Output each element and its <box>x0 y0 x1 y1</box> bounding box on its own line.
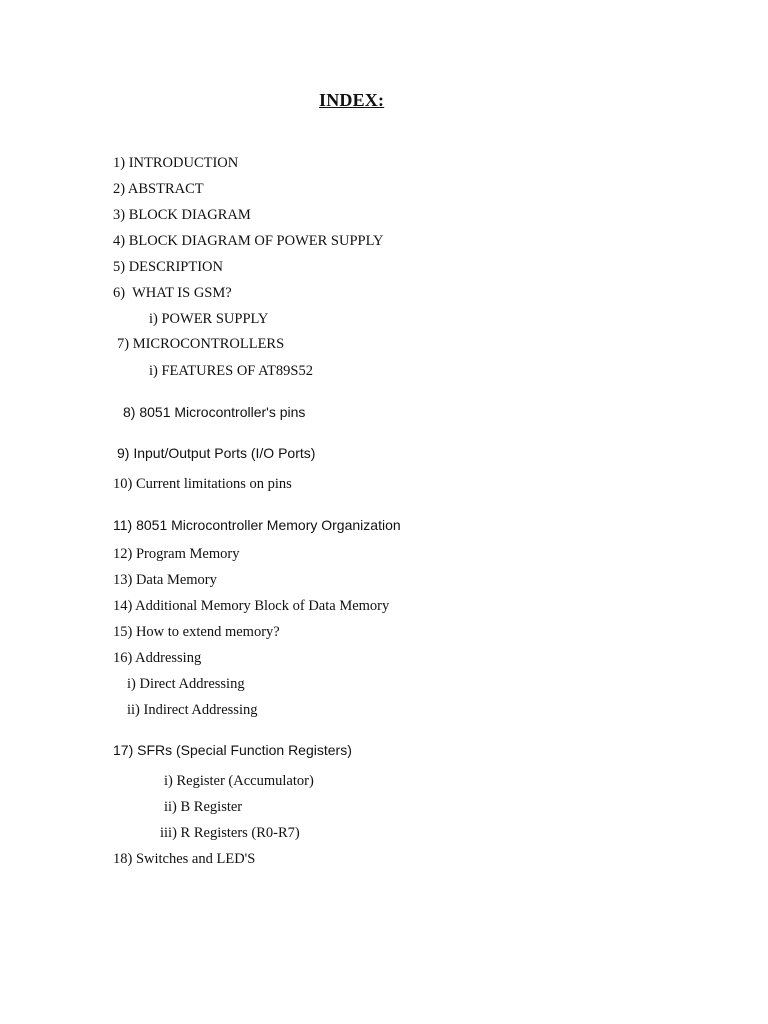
index-entry-8051-pins: 8) 8051 Microcontroller's pins <box>123 404 306 420</box>
index-entry-switches-leds: 18) Switches and LED'S <box>113 851 256 867</box>
index-entry-microcontrollers: 7) MICROCONTROLLERS <box>117 336 285 352</box>
index-entry-additional-memory-block: 14) Additional Memory Block of Data Memory <box>113 598 390 614</box>
index-entry-memory-organization: 11) 8051 Microcontroller Memory Organization <box>113 517 401 533</box>
index-entry-addressing: 16) Addressing <box>113 650 202 666</box>
index-entry-program-memory: 12) Program Memory <box>113 546 240 562</box>
index-entry-extend-memory: 15) How to extend memory? <box>113 624 280 640</box>
index-entry-description: 5) DESCRIPTION <box>113 259 223 275</box>
index-entry-current-limitations: 10) Current limitations on pins <box>113 476 292 492</box>
index-entry-what-is-gsm: 6) WHAT IS GSM? <box>113 285 232 301</box>
index-subentry-power-supply: i) POWER SUPPLY <box>149 311 269 327</box>
index-subentry-direct-addressing: i) Direct Addressing <box>127 676 245 692</box>
index-entry-data-memory: 13) Data Memory <box>113 572 217 588</box>
index-subentry-accumulator: i) Register (Accumulator) <box>164 773 314 789</box>
index-entry-sfrs: 17) SFRs (Special Function Registers) <box>113 742 352 758</box>
index-subentry-b-register: ii) B Register <box>164 799 243 815</box>
index-entry-io-ports: 9) Input/Output Ports (I/O Ports) <box>117 445 316 461</box>
index-subentry-r-registers: iii) R Registers (R0-R7) <box>160 825 300 841</box>
index-subentry-indirect-addressing: ii) Indirect Addressing <box>127 702 258 718</box>
index-entry-block-diagram-power-supply: 4) BLOCK DIAGRAM OF POWER SUPPLY <box>113 233 384 249</box>
index-entry-introduction: 1) INTRODUCTION <box>113 155 239 171</box>
page-title: INDEX: <box>319 90 385 110</box>
index-entry-block-diagram: 3) BLOCK DIAGRAM <box>113 207 251 223</box>
index-subentry-features-at89s52: i) FEATURES OF AT89S52 <box>149 363 313 379</box>
index-entry-abstract: 2) ABSTRACT <box>113 181 204 197</box>
